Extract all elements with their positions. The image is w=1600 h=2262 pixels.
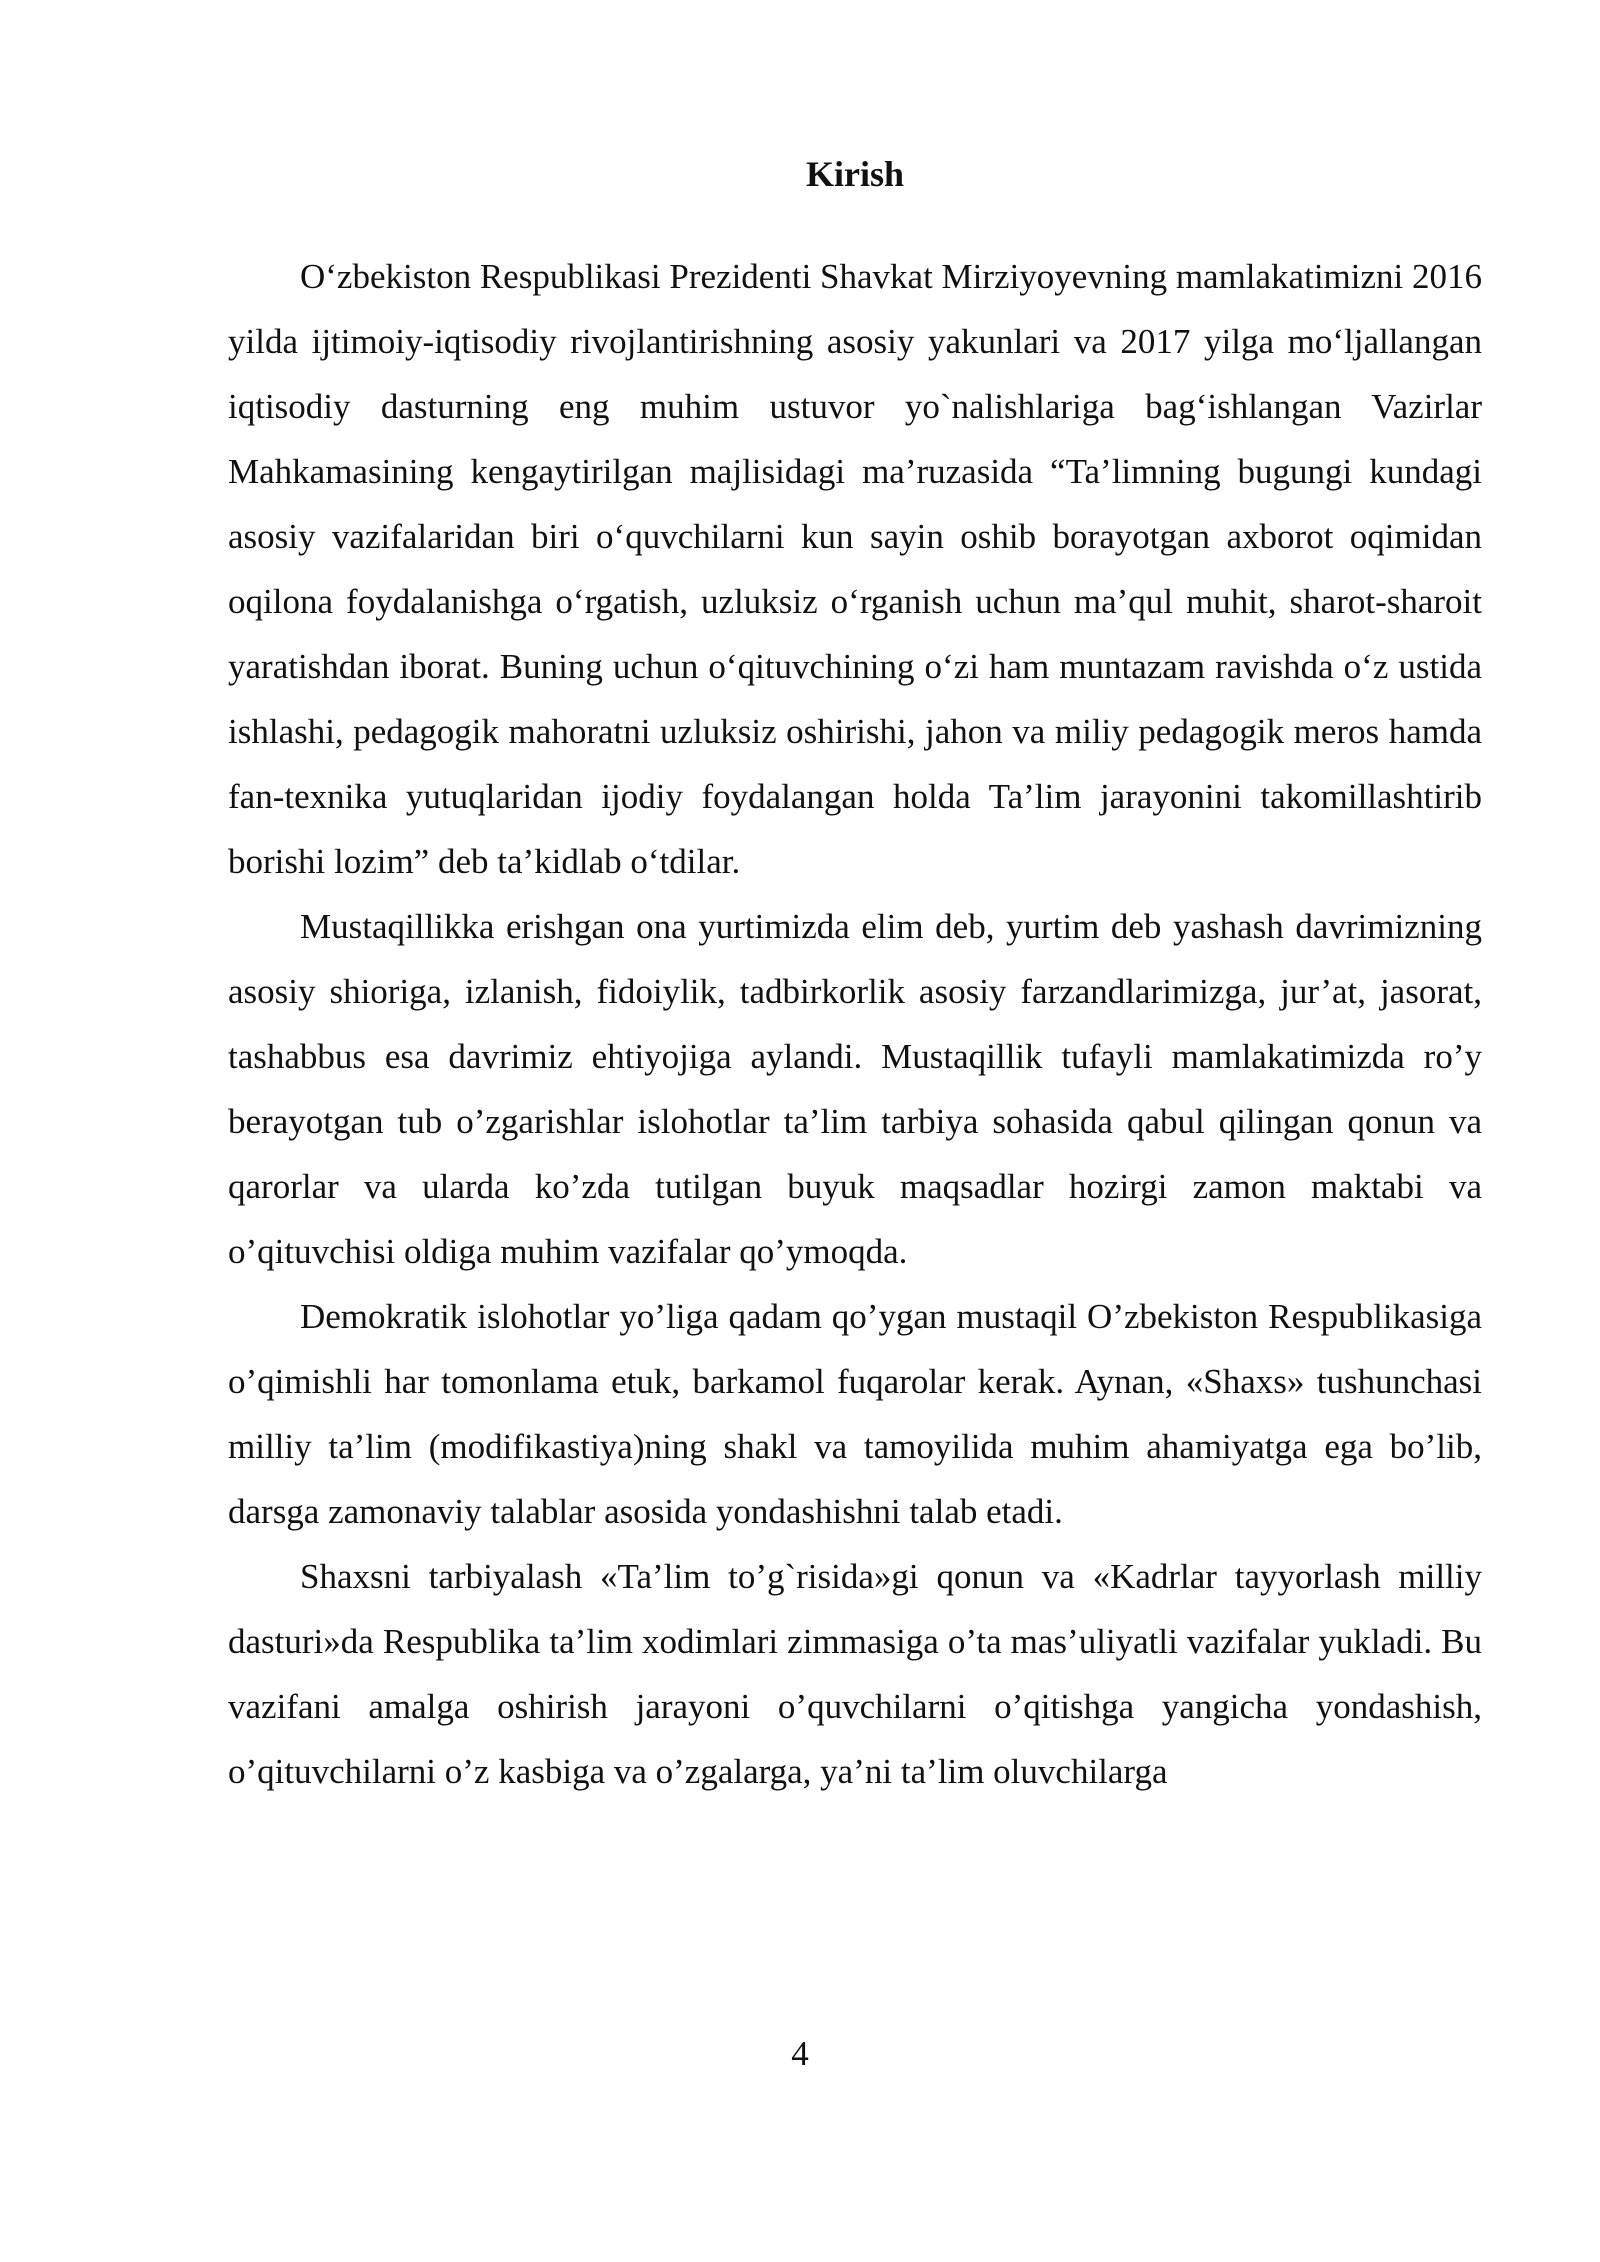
page-number: 4 [791,2034,809,2073]
paragraph-3: Demokratik islohotlar yo’liga qadam qo’ygan mustaqil O’zbekiston Respublikasiga o’qimishli har tomonlama etuk, barkamol fuqarolar kerak. Aynan, «Shaxs» tushunchasi milliy ta’lim (modifikastiya)ning shakl va tamoyilida muhim ahamiyatga ega bo’lib, darsga zamonaviy talablar asosida yondashishni talab etadi. [228,1297,1482,1531]
paragraph-4: Shaxsni tarbiyalash «Ta’lim to’g`risida»gi qonun va «Kadrlar tayyorlash milliy dasturi»da Respublika ta’lim xodimlari zimmasiga o’ta mas’uliyatli vazifalar yukladi. Bu vazifani amalga oshirish jarayoni o’quvchilarni o’qitishga yangicha yondashish, o’qituvchilarni o’z kasbiga va o’zgalarga, ya’ni ta’lim oluvchilarga [228,1557,1482,1791]
paragraph-1: O‘zbekiston Respublikasi Prezidenti Shavkat Mirziyoyevning mamlakatimizni 2016 yilda ijtimoiy-iqtisodiy rivojlantirishning asosiy yakunlari va 2017 yilga mo‘ljallangan iqtisodiy dasturning eng muhim ustuvor yo`nalishlariga bag‘ishlangan Vazirlar Mahkamasining kengaytirilgan majlisidagi ma’ruzasida “Ta’limning bugungi kundagi asosiy vazifalaridan biri o‘quvchilarni kun sayin oshib borayotgan axborot oqimidan oqilona foydalanishga o‘rgatish, uzluksiz o‘rganish uchun ma’qul muhit, sharot-sharoit yaratishdan iborat. Buning uchun o‘qituvchining o‘zi ham muntazam ravishda o‘z ustida ishlashi, pedagogik mahoratni uzluksiz oshirishi, jahon va miliy pedagogik meros hamda fan-texnika yutuqlaridan ijodiy foydalangan holda Ta’lim jarayonini takomillashtirib borishi lozim” deb ta’kidlab o‘tdilar. [228,257,1483,881]
page-content [228,148,1482,1804]
page-title: Kirish [805,154,904,194]
paragraph-2: Mustaqillikka erishgan ona yurtimizda elim deb, yurtim deb yashash davrimizning asosiy shioriga, izlanish, fidoiylik, tadbirkorlik asosiy farzandlarimizga, jur’at, jasorat, tashabbus esa davrimiz ehtiyojiga aylandi. Mustaqillik tufayli mamlakatimizda ro’y berayotgan tub o’zgarishlar islohotlar ta’lim tarbiya sohasida qabul qilingan qonun va qarorlar va ularda ko’zda tutilgan buyuk maqsadlar hozirgi zamon maktabi va o’qituvchisi oldiga muhim vazifalar qo’ymoqda. [228,907,1482,1271]
